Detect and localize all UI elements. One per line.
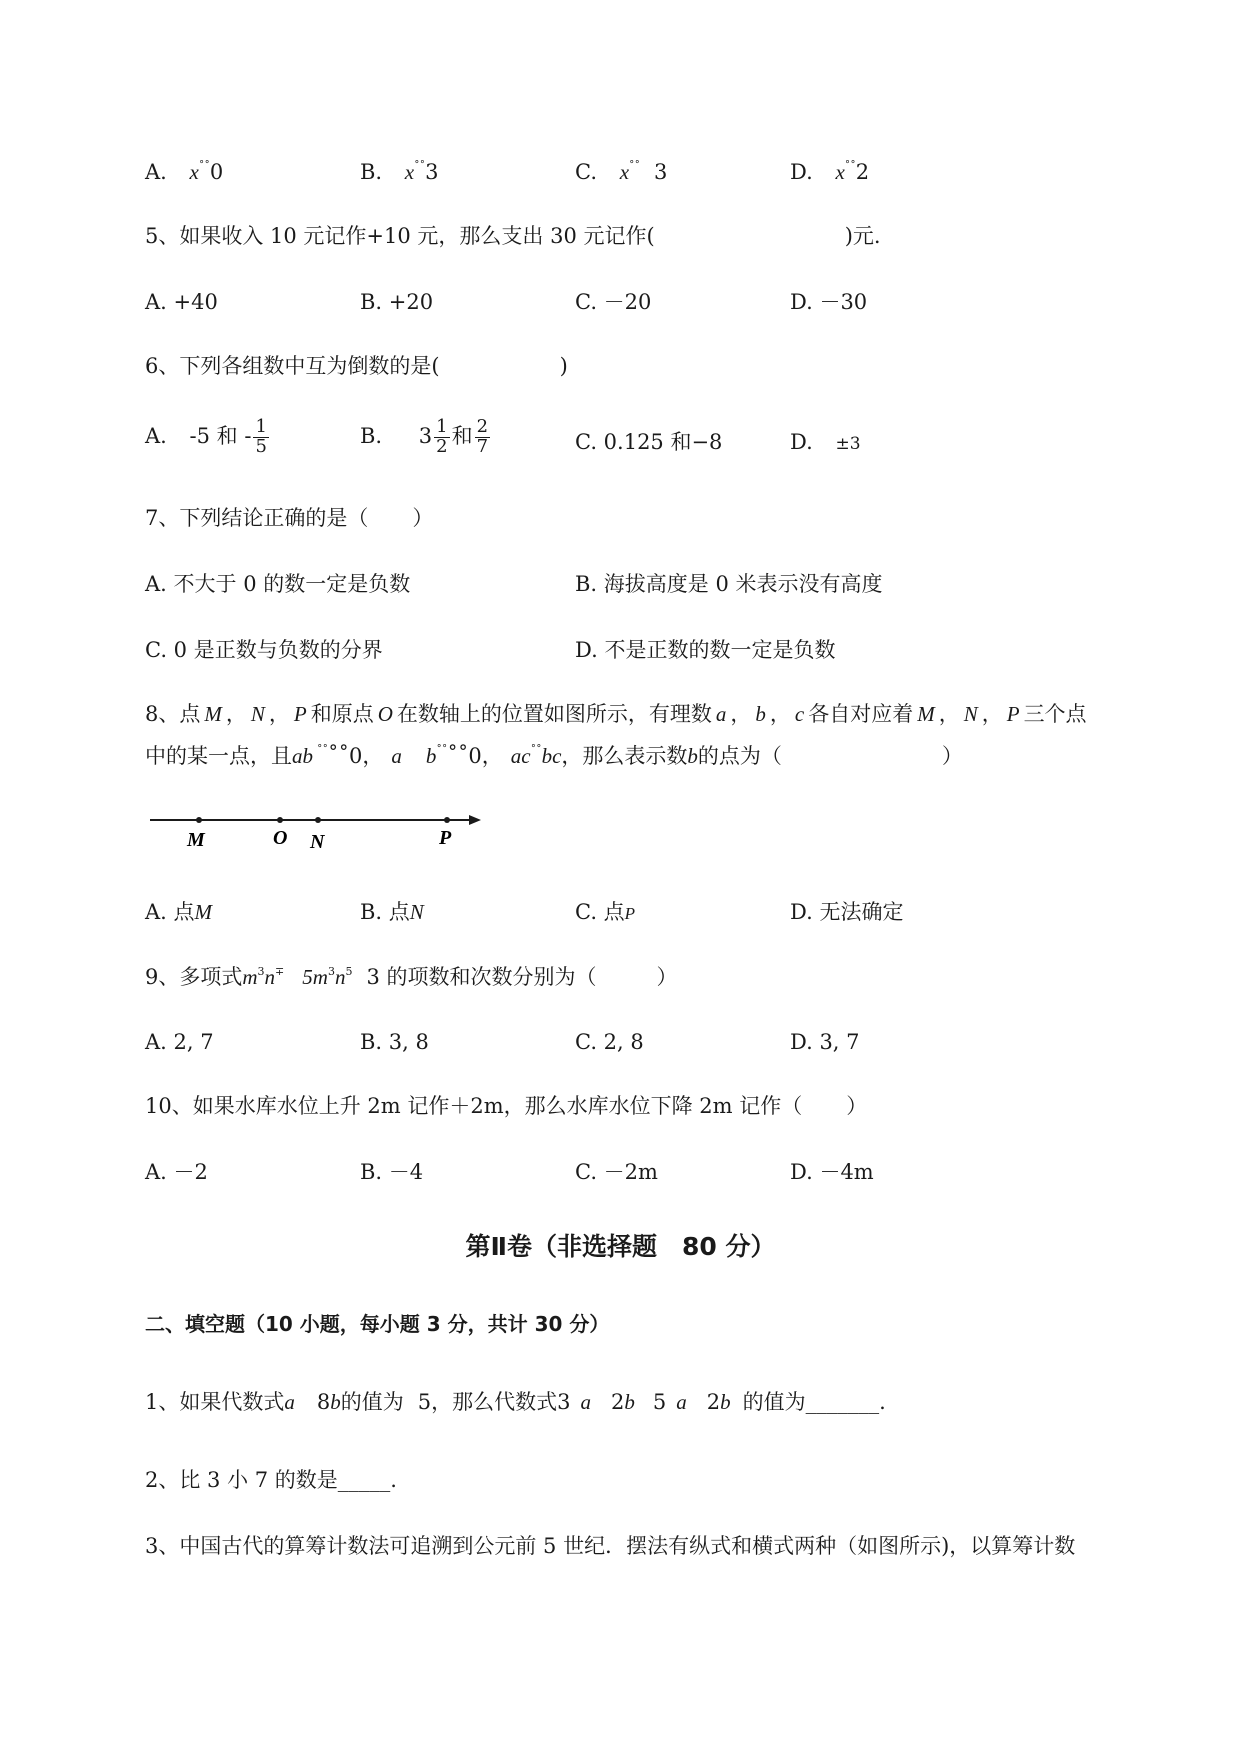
fill1-var: b xyxy=(624,1390,635,1414)
fraction xyxy=(434,418,449,457)
option-label: C. xyxy=(575,160,597,184)
point-n-dot xyxy=(315,817,321,823)
q8-text: ， xyxy=(730,702,752,726)
q9-coef: 5 xyxy=(302,965,313,989)
q10-option-c: C. －2m xyxy=(575,1160,658,1184)
number-line-figure xyxy=(145,808,485,858)
q7-option-c: C. 0 是正数与负数的分界 xyxy=(145,638,383,662)
mixed-whole: 3 xyxy=(418,423,433,448)
option-text: -5 和 - xyxy=(189,423,252,448)
option-label: B. xyxy=(360,423,383,448)
q7-stem-text: 7、下列结论正确的是（ xyxy=(145,506,369,530)
fill1-text: 1、如果代数式 xyxy=(145,1390,285,1414)
q4-option-b xyxy=(360,160,439,185)
option-value: 0 xyxy=(209,160,224,184)
q8-text: ˚˚0， xyxy=(328,744,384,768)
option-variable: x xyxy=(619,160,630,184)
q5-stem-end: )元. xyxy=(844,224,881,248)
q10-option-b: B. －4 xyxy=(360,1160,424,1184)
q6-option-b xyxy=(360,418,492,457)
point-o-label: O xyxy=(273,827,288,849)
q5-option-b: B. +20 xyxy=(360,290,434,314)
q8-var: b xyxy=(755,702,766,726)
q10-stem-text: 10、如果水库水位上升 2m 记作＋2m，那么水库水位下降 2m 记作（ xyxy=(145,1094,803,1118)
q8-option-d xyxy=(790,900,903,925)
option-variable: x xyxy=(404,160,415,184)
q7-option-a: A. 不大于 0 的数一定是负数 xyxy=(145,572,411,596)
q5-stem xyxy=(145,224,881,249)
q8-text: ， xyxy=(938,702,960,726)
q6-option-d xyxy=(790,430,861,455)
q7-option-d: D. 不是正数的数一定是负数 xyxy=(575,638,836,662)
denominator: 7 xyxy=(476,435,489,457)
q9-exponent: 3 xyxy=(327,965,335,978)
q8-option-b xyxy=(360,900,424,925)
q9-option-d: D. 3, 7 xyxy=(790,1030,860,1054)
fill-question-3: 3、中国古代的算筹计数法可追溯到公元前 5 世纪．摆法有纵式和横式两种（如图所示)，以算筹计数 xyxy=(145,1534,1076,1558)
fill1-var: b xyxy=(330,1390,341,1414)
option-value: 3 xyxy=(425,160,439,184)
q8-text: ˚˚0， xyxy=(447,744,503,768)
q10-option-d: D. －4m xyxy=(790,1160,874,1184)
q9-exponent: 5 xyxy=(345,965,353,978)
q8-var: M xyxy=(204,702,222,726)
numerator: 1 xyxy=(436,416,448,437)
numerator: 1 xyxy=(255,416,267,437)
point-m-dot xyxy=(196,817,202,823)
section-subtitle: 二、填空题（10 小题，每小题 3 分，共计 30 分） xyxy=(145,1312,610,1336)
q9-var: n xyxy=(334,965,346,989)
fill1-var: b xyxy=(720,1390,731,1414)
q8-var: N xyxy=(250,702,265,726)
q8-var: c xyxy=(794,702,805,726)
fill1-coef: 2 xyxy=(611,1390,625,1414)
q5-stem-text: 5、如果收入 10 元记作+10 元，那么支出 30 元记作( xyxy=(145,224,655,248)
q8-text: ） xyxy=(941,744,963,768)
q10-option-a: A. －2 xyxy=(145,1160,208,1184)
fill1-coef: 5 xyxy=(652,1390,667,1414)
option-variable: x xyxy=(835,160,845,184)
option-label: A. xyxy=(145,160,167,184)
option-symbol: ˚˚ xyxy=(414,160,426,173)
point-n-label: N xyxy=(310,831,325,853)
q9-exponent: ∓ xyxy=(275,965,285,978)
q8-option-a xyxy=(145,900,212,925)
option-value: 3 xyxy=(654,160,668,184)
q9-exponent: 3 xyxy=(257,965,265,978)
q6-stem-end: ) xyxy=(559,354,568,378)
option-label: D. xyxy=(790,160,813,184)
number-line-arrow xyxy=(469,815,481,825)
q8-var: ac xyxy=(510,744,531,768)
fill1-coef: 8 xyxy=(316,1390,331,1414)
option-label: D. 无法确定 xyxy=(790,900,904,924)
q8-var: P xyxy=(293,702,307,726)
q9-var: n xyxy=(264,965,276,989)
q7-stem xyxy=(145,506,433,531)
q9-var: m xyxy=(312,965,328,989)
q8-stem-line1 xyxy=(145,702,1087,727)
q8-var: b xyxy=(425,744,437,768)
q8-var: a xyxy=(391,744,402,768)
q8-text: ， xyxy=(268,702,290,726)
q9-var: m xyxy=(242,965,258,989)
q7-option-b: B. 海拔高度是 0 米表示没有高度 xyxy=(575,572,883,596)
q8-var: a xyxy=(715,702,727,726)
fill1-var: a xyxy=(284,1390,295,1414)
q6-stem-text: 6、下列各组数中互为倒数的是( xyxy=(145,354,440,378)
option-label: A. xyxy=(145,423,167,448)
point-p-dot xyxy=(444,817,450,823)
numerator: 2 xyxy=(476,416,489,437)
section-title: 第Ⅱ卷（非选择题 80 分） xyxy=(465,1232,776,1261)
q6-option-c: C. 0.125 和−8 xyxy=(575,430,723,454)
q8-var: bc xyxy=(541,744,562,768)
q8-text: ， xyxy=(769,702,791,726)
fill1-text: 5，那么代数式 xyxy=(417,1390,558,1414)
q7-stem-end: ） xyxy=(412,506,434,530)
q8-text: ， xyxy=(225,702,247,726)
fill-question-2: 2、比 3 小 7 的数是_____. xyxy=(145,1468,397,1492)
q8-option-c xyxy=(575,900,635,925)
q4-option-a xyxy=(145,160,223,185)
option-symbol: ˚˚ xyxy=(844,160,856,173)
fill-question-1 xyxy=(145,1390,886,1415)
q6-option-a xyxy=(145,418,271,457)
q8-var: O xyxy=(377,702,393,726)
fill1-var: a xyxy=(676,1390,687,1414)
q5-option-c: C. －20 xyxy=(575,290,652,314)
fill1-coef: 3 xyxy=(557,1390,571,1414)
q4-option-c xyxy=(575,160,667,185)
q8-text: 的点为（ xyxy=(697,744,782,768)
q6-stem xyxy=(145,354,568,379)
q8-text: 三个点 xyxy=(1023,702,1087,726)
q9-option-b: B. 3, 8 xyxy=(360,1030,429,1054)
option-variable: N xyxy=(409,900,424,924)
q8-var: N xyxy=(963,702,978,726)
point-p-label: P xyxy=(439,827,452,849)
q9-stem xyxy=(145,965,677,990)
q8-text: ，那么表示数 xyxy=(561,744,688,768)
q8-var: P xyxy=(1006,702,1020,726)
option-symbol: ˚˚ xyxy=(629,160,641,173)
q8-var: M xyxy=(917,702,935,726)
option-label: A. 点 xyxy=(145,900,195,924)
q8-var: b xyxy=(687,744,698,768)
option-label: C. 点 xyxy=(575,900,625,924)
q8-text: 在数轴上的位置如图所示，有理数 xyxy=(396,702,712,726)
q8-text: 各自对应着 xyxy=(808,702,914,726)
fraction xyxy=(475,418,490,457)
denominator: 2 xyxy=(436,435,448,457)
option-value: 2 xyxy=(855,160,870,184)
option-label: B. 点 xyxy=(360,900,410,924)
q9-text: 3 的项数和次数分别为（ xyxy=(366,965,597,989)
q10-stem-end: ） xyxy=(846,1094,868,1118)
option-variable: x xyxy=(189,160,199,184)
option-label: B. xyxy=(360,160,383,184)
fill1-text: 的值为 xyxy=(340,1390,404,1414)
q9-text: ） xyxy=(656,965,678,989)
q4-option-d xyxy=(790,160,869,185)
fill1-var: a xyxy=(580,1390,591,1414)
q9-option-c: C. 2, 8 xyxy=(575,1030,644,1054)
denominator: 5 xyxy=(255,435,267,457)
fraction xyxy=(253,418,268,457)
fill1-answer-blank: 的值为_______. xyxy=(742,1390,886,1414)
option-variable: M xyxy=(194,900,213,924)
q8-text: ， xyxy=(981,702,1003,726)
point-o-dot xyxy=(277,817,283,823)
q9-text: 9、多项式 xyxy=(145,965,243,989)
option-text: 和 xyxy=(451,423,473,448)
q5-option-a: A. +40 xyxy=(145,290,218,314)
q8-text: 中的某一点，且 xyxy=(145,744,292,768)
q8-stem-line2: 中的某一点，且ab ˚˚˚˚0， a b˚˚˚˚0， ac˚˚bc，那么表示数b的点为（ ） xyxy=(145,744,963,768)
option-symbol: ˚˚ xyxy=(198,160,210,173)
q8-symbol: ˚˚ xyxy=(530,744,542,757)
option-label: D. xyxy=(790,430,813,454)
q10-stem xyxy=(145,1094,867,1119)
q8-text: 和原点 xyxy=(310,702,374,726)
option-variable: P xyxy=(624,904,636,923)
q9-option-a: A. 2, 7 xyxy=(145,1030,214,1054)
fill1-coef: 2 xyxy=(706,1390,721,1414)
q8-text: 8、点 xyxy=(145,702,201,726)
point-m-label: M xyxy=(187,829,205,851)
q8-var: ab xyxy=(292,744,313,768)
option-text: ±3 xyxy=(835,434,861,454)
q5-option-d: D. －30 xyxy=(790,290,868,314)
